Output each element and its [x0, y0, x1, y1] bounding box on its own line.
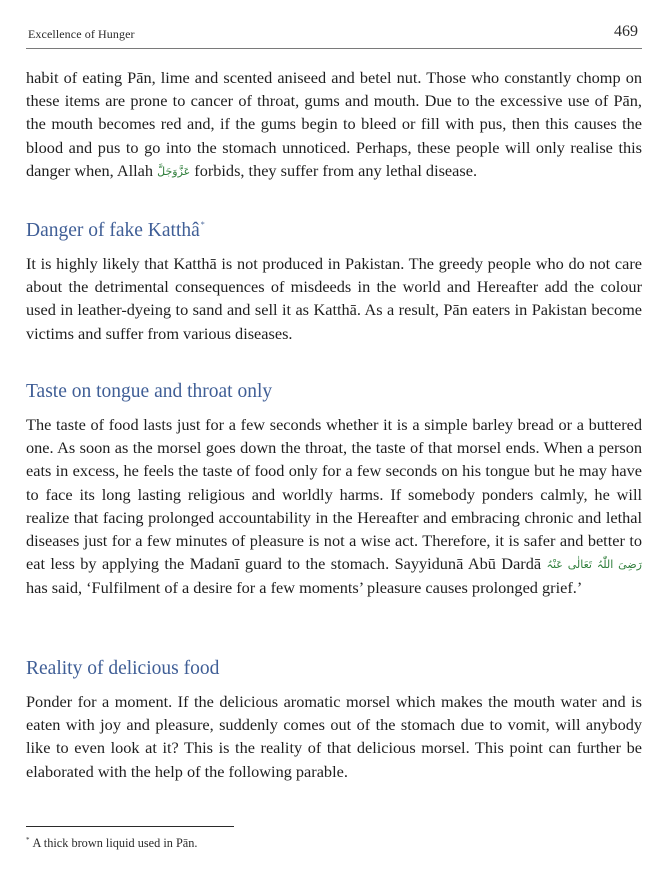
footnote-divider	[26, 826, 234, 827]
footnote-reference: *	[200, 220, 205, 229]
paragraph-fake-kattha: It is highly likely that Katthā is not produced in Pakistan. The greedy people who do not care about the detrimental consequences of misdeeds in the world and Hereafter add the colour used in leather-dyeing to sand and sell it as Katthā. As a result, Pān eaters in Pakistan become victims and suffer from various diseases.	[26, 254, 642, 343]
heading-reality-of-delicious-food: Reality of delicious food	[26, 658, 220, 679]
footnote-text: A thick brown liquid used in Pān.	[32, 836, 198, 850]
intro-text-end: forbids, they suffer from any lethal disease.	[194, 160, 478, 180]
arabic-honorific: رَضِیَ اللّٰہُ تَعَالٰی عَنْہُ	[546, 558, 642, 572]
paragraph-reality-of-delicious-food: Ponder for a moment. If the delicious aromatic morsel which makes the mouth water and is eaten with joy and pleasure, suddenly comes out of the stomach due to vomit, will anybody like to even look at it? This is the reality of that delicious morsel. This point can further be elaborated with the help of the following parable.	[26, 692, 642, 781]
intro-text-start: habit of eating Pān, lime and scented aniseed and betel nut. Those who constantly chomp on these items are prone to cancer of throat, gums and mouth. Due to the excessive use of Pān, the mouth becomes red and, if the gums begin to bleed or fill with pus, then this causes the blood and pus to go into the stomach unnoticed. Perhaps, these people will only realise this danger when, Allah	[26, 68, 642, 180]
arabic-honorific: عَزَّوَجَلَّ	[157, 164, 191, 178]
taste-text-end: has said, ‘Fulfilment of a desire for a few moments’ pleasure causes prolonged grief.’	[26, 578, 583, 598]
intro-paragraph	[26, 66, 642, 183]
heading-fake-kattha: Danger of fake Katthâ*	[26, 220, 205, 241]
book-page	[26, 0, 642, 880]
running-title: Excellence of Hunger	[28, 27, 135, 41]
footnote	[26, 836, 197, 851]
taste-text-start: The taste of food lasts just for a few seconds whether it is a simple barley bread or a buttered one. As soon as the morsel goes down the throat, the taste of that morsel ends. When a person eats in excess, he feels the taste of food only for a few seconds on his tongue but he may have to face its long lasting religious and worldly harms. If somebody ponders calmly, he will realize that facing prolonged accountability in the Hereafter and embracing chronic and lethal diseases just for a few minutes of pleasure is not a wise act. Therefore, it is safer and better to eat less by applying the Madanī guard to the stomach. Sayyidunā Abū Dardā	[26, 415, 642, 574]
heading-taste-on-tongue: Taste on tongue and throat only	[26, 381, 273, 402]
page-number: 469	[614, 23, 638, 40]
footnote-mark: *	[26, 836, 30, 844]
paragraph-taste-on-tongue	[26, 413, 642, 600]
running-header	[26, 22, 642, 49]
